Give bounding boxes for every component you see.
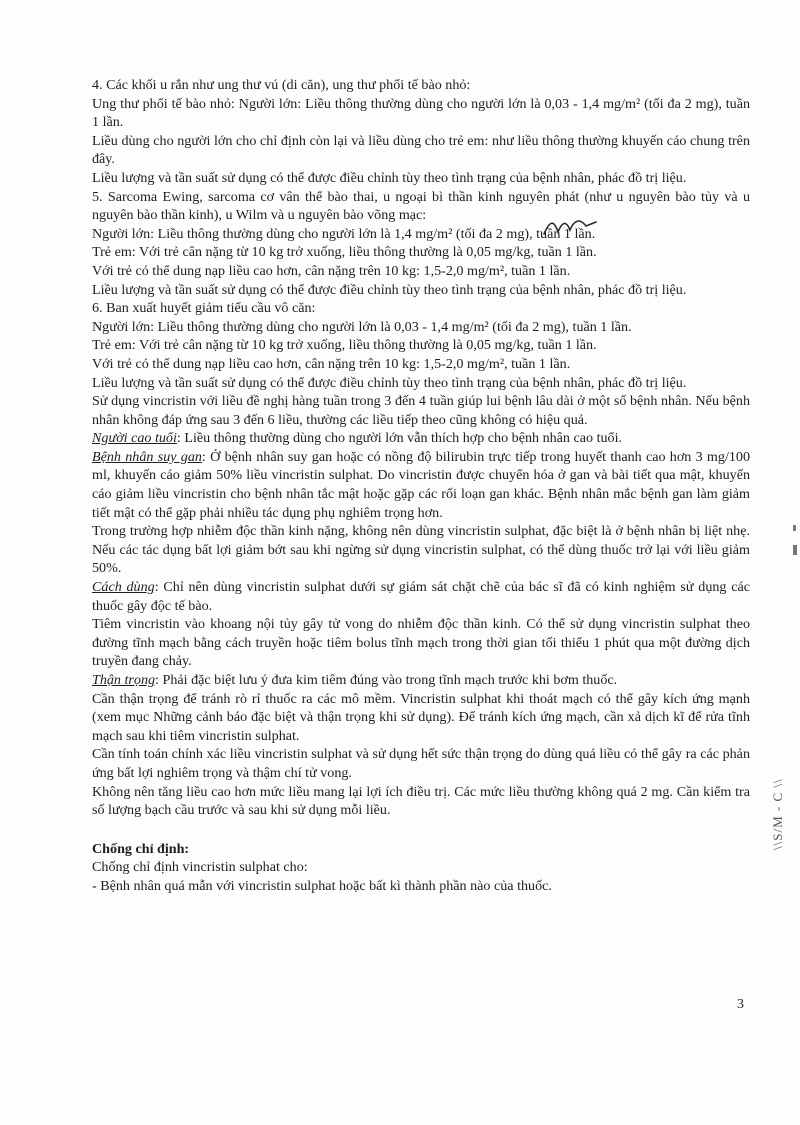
- max-dose-paragraph: Không nên tăng liều cao hơn mức liều mang lại lợi ích điều trị. Các mức liều thường không quá 2 mg. Cần kiểm tra số lượng bạch cầu trước và sau khi sử dụng mỗi liều.: [92, 783, 750, 819]
- margin-dot-mark: [793, 545, 797, 555]
- caution-label: Thận trọng: [92, 672, 156, 688]
- dose-calculation-paragraph: Cần tính toán chính xác liều vincristin sulphat và sử dụng hết sức thận trọng do dùng quá liều có thể gây ra các phản ứng bất lợi nghiêm trọng và thậm chí tử vong.: [92, 746, 750, 781]
- section-5-child-higher: Với trẻ có thể dung nạp liều cao hơn, cân nặng trên 10 kg: 1,5-2,0 mg/m², tuần 1 lần.: [92, 262, 571, 279]
- extravasation-paragraph: Cần thận trọng để tránh rò rỉ thuốc ra các mô mềm. Vincristin sulphat khi thoát mạch có thể gây kích ứng mạnh (xem mục Những cảnh báo đặc biệt và thận trọng khi sử dụng). Để tránh kích ứng mạch, cần xả dịch kĩ để rửa tĩnh mạch sau khi tiêm vincristin sulphat.: [92, 690, 750, 744]
- intrathecal-warning: Tiêm vincristin vào khoang nội tủy gây tử vong do nhiễm độc thần kinh. Có thể sử dụng vincristin sulphat theo đường tĩnh mạch bằng cách truyền hoặc tiêm bolus tĩnh mạch trong thời gian tối thiểu 1 phút qua một đường dịch truyền đang chảy.: [92, 616, 750, 670]
- margin-handwriting: \\S/M - C \\: [770, 778, 785, 850]
- page-number: 3: [737, 997, 744, 1012]
- administration-text: : Chỉ nên dùng vincristin sulphat dưới sự giám sát chặt chẽ của bác sĩ đã có kinh nghiệm sử dụng các thuốc gây độc tế bào.: [92, 579, 750, 614]
- administration-paragraph: [92, 578, 750, 615]
- caution-text: : Phải đặc biệt lưu ý đưa kim tiêm đúng vào trong tĩnh mạch trước khi bơm thuốc.: [155, 672, 618, 688]
- elderly-paragraph: [92, 429, 750, 448]
- margin-dot-mark: [793, 525, 796, 531]
- section-4-heading: 4. Các khối u rắn như ung thư vú (di căn), ung thư phổi tế bào nhỏ:: [92, 77, 471, 93]
- section-5-child: Trẻ em: Với trẻ cân nặng từ 10 kg trở xuống, liều thông thường là 0,05 mg/kg, tuần 1 lần.: [92, 244, 597, 261]
- handwritten-initials-mark: [540, 214, 600, 242]
- elderly-label: Người cao tuổi: [92, 430, 177, 447]
- contraindications-item-1: - Bệnh nhân quá mẫn với vincristin sulphat hoặc bất kì thành phần nào của thuốc.: [92, 877, 552, 894]
- contraindications-heading: Chống chỉ định:: [92, 840, 190, 857]
- elderly-text: : Liều thông thường dùng cho người lớn vẫn thích hợp cho bệnh nhân cao tuổi.: [176, 430, 623, 447]
- section-5-adult: Người lớn: Liều thông thường dùng cho người lớn là 1,4 mg/m² (tối đa 2 mg), tuần 1 lần.: [92, 225, 596, 242]
- section-6-child: Trẻ em: Với trẻ cân nặng từ 10 kg trở xuống, liều thông thường là 0,05 mg/kg, tuần 1 lần.: [92, 337, 597, 354]
- hepatic-text: : Ở bệnh nhân suy gan hoặc có nồng độ bilirubin trực tiếp trong huyết thanh cao hơn 3 mg/100 ml, khuyến cáo giảm 50% liều vincristin sulphat. Do vincristin được chuyển hóa ở gan và bài tiết qua mật, khuyến cáo giảm liều vincristin cho bệnh nhân tắc mật hoặc gặp các rối loạn gan khác. Bệnh nhân mắc bệnh gan làm giảm tiết mật có thể gặp phải nhiều tác dụng phụ nghiêm trọng hơn.: [92, 448, 750, 521]
- section-4-adjustment: Liều lượng và tần suất sử dụng có thể được điều chỉnh tùy theo tình trạng của bệnh nhân, phác đồ trị liệu.: [92, 169, 687, 186]
- section-5-heading: 5. Sarcoma Ewing, sarcoma cơ vân thể bào thai, u ngoại bì thần kinh nguyên phát (như u nguyên bào tủy và u nguyên bào thần kinh), u Wilm và u nguyên bào võng mạc:: [92, 188, 750, 224]
- section-4-other-indications: Liều dùng cho người lớn cho chỉ định còn lại và liều dùng cho trẻ em: như liều thông thường khuyến cáo chung trên đây.: [92, 132, 750, 168]
- neurotoxicity-paragraph: Trong trường hợp nhiễm độc thần kinh nặng, không nên dùng vincristin sulphat, đặc biệt là ở bệnh nhân bị liệt nhẹ. Nếu các tác dụng bất lợi giảm bớt sau khi ngừng sử dụng vincristin sulphat, có thể dùng thuốc trở lại với liều giảm 50%.: [92, 523, 750, 577]
- contraindications-intro: Chống chỉ định vincristin sulphat cho:: [92, 859, 308, 876]
- section-6-heading: 6. Ban xuất huyết giảm tiểu cầu vô căn:: [92, 300, 316, 317]
- section-5-adjustment: Liều lượng và tần suất sử dụng có thể được điều chỉnh tùy theo tình trạng của bệnh nhân, phác đồ trị liệu.: [92, 281, 687, 298]
- hepatic-paragraph: [92, 448, 750, 522]
- section-4-small-cell-lung: Ung thư phổi tế bào nhỏ: Người lớn: Liều thông thường dùng cho người lớn là 0,03 - 1,4 mg/m² (tối đa 2 mg), tuần 1 lần.: [92, 95, 750, 131]
- page-body: [92, 76, 750, 896]
- administration-label: Cách dùng: [92, 579, 155, 596]
- hepatic-label: Bệnh nhân suy gan: [92, 448, 202, 465]
- section-6-adult: Người lớn: Liều thông thường dùng cho người lớn là 0,03 - 1,4 mg/m² (tối đa 2 mg), tuần 1 lần.: [92, 318, 632, 335]
- weekly-dose-note: Sử dụng vincristin với liều đề nghị hàng tuần trong 3 đến 4 tuần giúp lui bệnh lâu dài ở một số bệnh nhân. Nếu bệnh nhân không đáp ứng sau 3 đến 6 liều, thường các liều tiếp theo cũng không có hiệu quả.: [92, 393, 750, 428]
- section-6-adjustment: Liều lượng và tần suất sử dụng có thể được điều chỉnh tùy theo tình trạng của bệnh nhân, phác đồ trị liệu.: [92, 374, 687, 391]
- caution-paragraph: [92, 671, 750, 690]
- section-6-child-higher: Với trẻ có thể dung nạp liều cao hơn, cân nặng trên 10 kg: 1,5-2,0 mg/m², tuần 1 lần.: [92, 355, 571, 372]
